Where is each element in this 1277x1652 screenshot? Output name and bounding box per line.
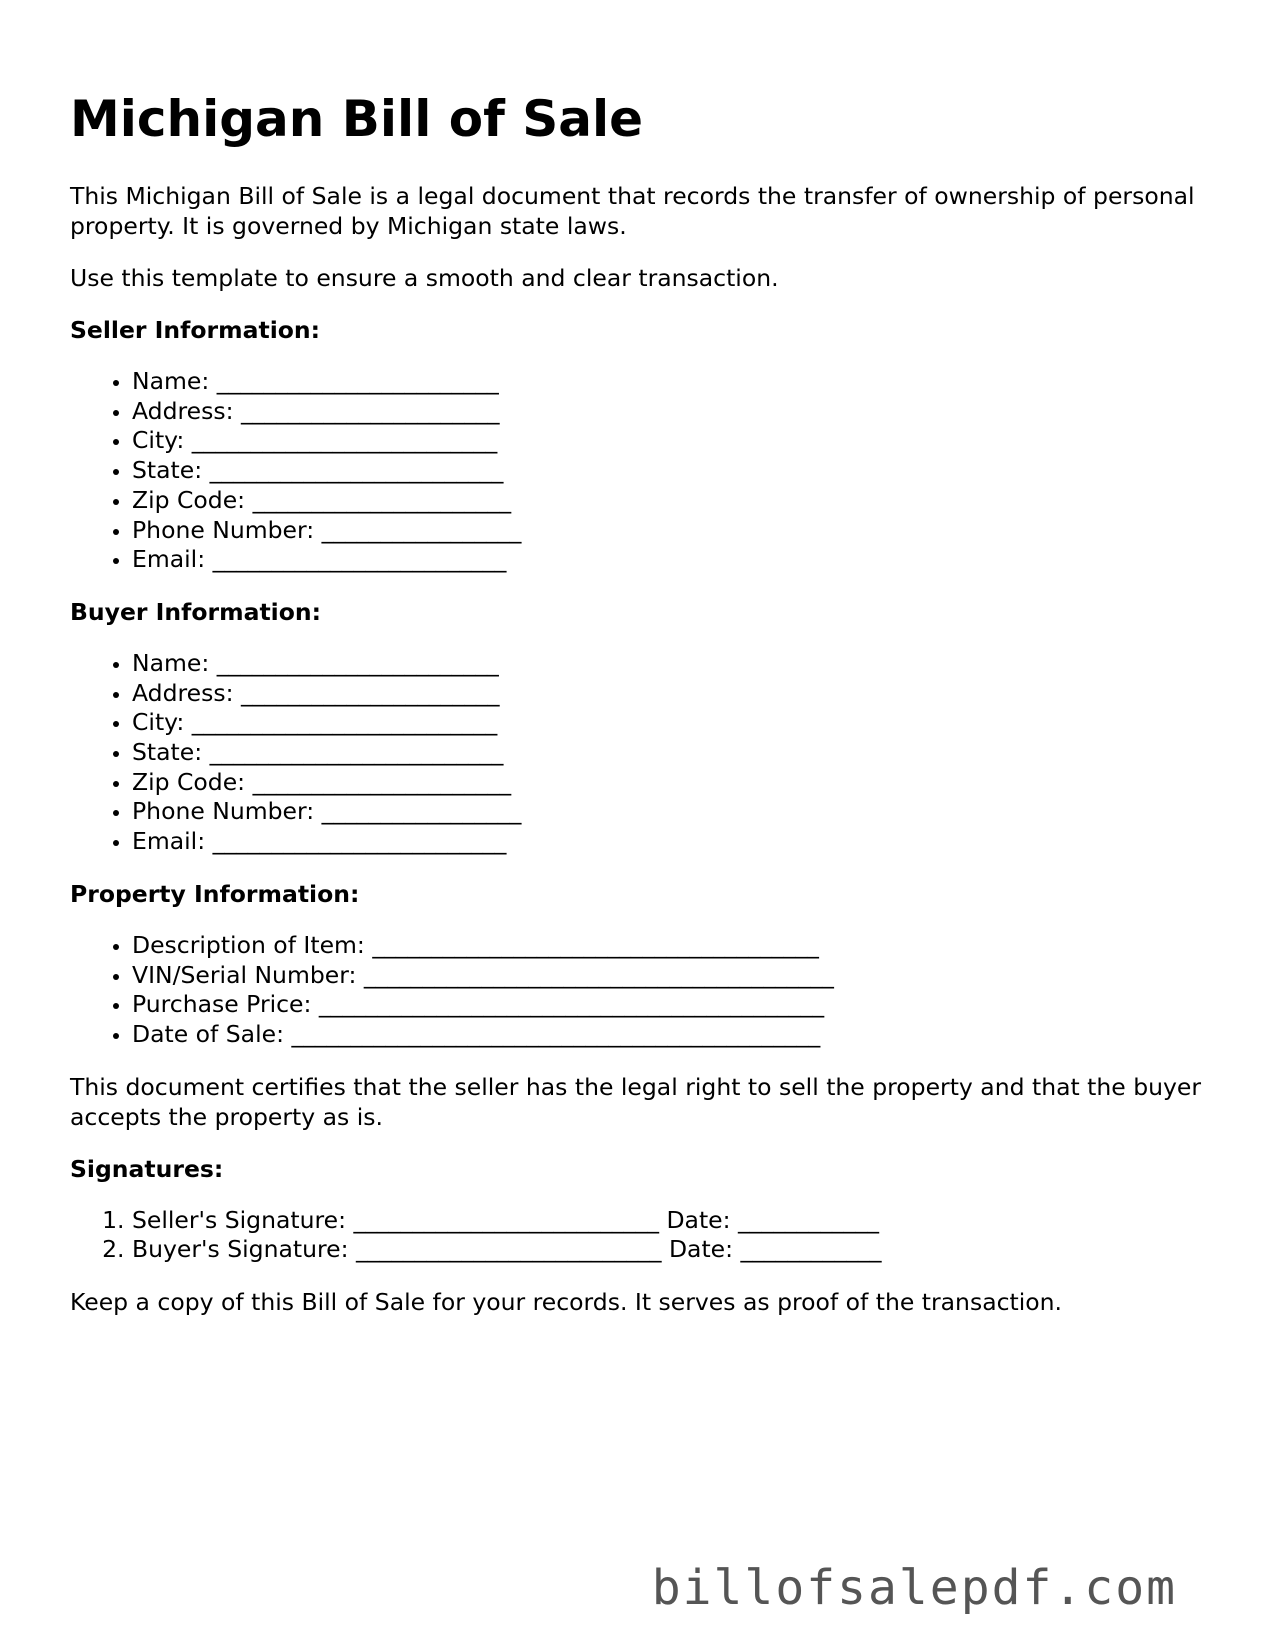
buyer-email-field: • Email: _________________________ bbox=[132, 827, 1210, 857]
certification-paragraph: This document certifies that the seller has the legal right to sell the property and that the buyer accepts the property as is. bbox=[70, 1072, 1202, 1131]
buyer-heading: Buyer Information: bbox=[70, 597, 322, 626]
document-body bbox=[70, 181, 1210, 1339]
intro-paragraph: This Michigan Bill of Sale is a legal document that records the transfer of ownership of personal property. It is governed by Michigan state laws. bbox=[70, 182, 1195, 240]
buyer-name-field: • Name: ________________________ bbox=[132, 649, 1210, 679]
seller-fields-list bbox=[70, 367, 1210, 575]
buyer-fields-list bbox=[70, 649, 1210, 857]
signatures-list bbox=[70, 1206, 1210, 1265]
property-vin-field: • VIN/Serial Number: ________________________________________ bbox=[132, 961, 1210, 991]
buyer-city-field: • City: __________________________ bbox=[132, 708, 1210, 738]
property-price-field: • Purchase Price: ___________________________________________ bbox=[132, 990, 1210, 1020]
seller-signature-line: 1. Seller's Signature: __________________________ Date: ____________ bbox=[132, 1206, 1210, 1236]
property-description-field: • Description of Item: ______________________________________ bbox=[132, 931, 1210, 961]
buyer-phone-field: • Phone Number: _________________ bbox=[132, 797, 1210, 827]
seller-email-field: • Email: _________________________ bbox=[132, 545, 1210, 575]
seller-name-field: • Name: ________________________ bbox=[132, 367, 1210, 397]
buyer-address-field: • Address: ______________________ bbox=[132, 679, 1210, 709]
usage-paragraph: Use this template to ensure a smooth and clear transaction. bbox=[70, 264, 779, 292]
property-fields-list bbox=[70, 931, 1210, 1050]
seller-state-field: • State: _________________________ bbox=[132, 456, 1210, 486]
seller-city-field: • City: __________________________ bbox=[132, 426, 1210, 456]
seller-phone-field: • Phone Number: _________________ bbox=[132, 516, 1210, 546]
property-date-field: • Date of Sale: _____________________________________________ bbox=[132, 1020, 1210, 1050]
property-heading: Property Information: bbox=[70, 879, 360, 908]
site-watermark: billofsalepdf.com bbox=[651, 1560, 1177, 1616]
seller-zip-field: • Zip Code: ______________________ bbox=[132, 486, 1210, 516]
seller-address-field: • Address: ______________________ bbox=[132, 397, 1210, 427]
document-title: Michigan Bill of Sale bbox=[70, 90, 644, 148]
buyer-zip-field: • Zip Code: ______________________ bbox=[132, 768, 1210, 798]
closing-paragraph: Keep a copy of this Bill of Sale for your records. It serves as proof of the transaction. bbox=[70, 1288, 1063, 1317]
buyer-signature-line: 2. Buyer's Signature: __________________________ Date: ____________ bbox=[132, 1235, 1210, 1265]
signatures-heading: Signatures: bbox=[70, 1154, 224, 1183]
buyer-state-field: • State: _________________________ bbox=[132, 738, 1210, 768]
seller-heading: Seller Information: bbox=[70, 316, 321, 344]
